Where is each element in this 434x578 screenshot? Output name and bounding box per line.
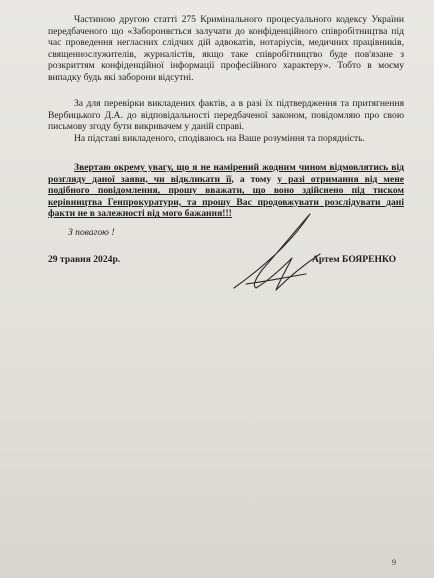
- signer-name: Артем БОЯРЕНКО: [312, 254, 397, 265]
- closing-regards: З повагою !: [68, 227, 115, 238]
- paragraph-hope: На підставі викладеного, сподіваюсь на Ваше розуміння та порядність.: [74, 133, 365, 144]
- page-number: 9: [392, 558, 396, 567]
- connector-text: , а тому: [231, 173, 278, 185]
- document-date: 29 травня 2024р.: [48, 254, 121, 265]
- emphasis-pressure-warning: у разі отримання від мене подібного повідомлення, прошу вважати, що воно здійснено під тиском керівництва Генпрокуратури, та прошу Вас продовжувати розслідувати дані факти не в залежності від мого бажання!!!: [48, 173, 404, 220]
- emphasis-no-withdrawal: Звертаю окрему увагу, що я не намірений жодним чином відмовлятись від розгляду даної заяви, чи відкликати її: [48, 162, 404, 185]
- paragraph-article-275: Частиною другою статті 275 Кримінального процесуального кодексу України передбаченого що «Забороняється залучати до конфіденційного співробітництва під час проведення негласних слідчих дій адвокатів, нотаріусів, медичних працівників, священнослужителів, журналістів, якщо таке співробітництво буде пов'язане з розкриттям конфіденційної інформації професійного характеру». Тобто в моєму випадку будь які заборони відсутні.: [48, 14, 404, 83]
- handwritten-signature: [226, 208, 326, 300]
- paragraph-whistleblower-consent: За для перевірки викладених фактів, а в разі їх підтвердження та притягнення Вербицького Д.А. до відповідальності передбаченої законом, повідомляю про свою письмову згоду бути викривачем у даній справі.: [48, 98, 404, 133]
